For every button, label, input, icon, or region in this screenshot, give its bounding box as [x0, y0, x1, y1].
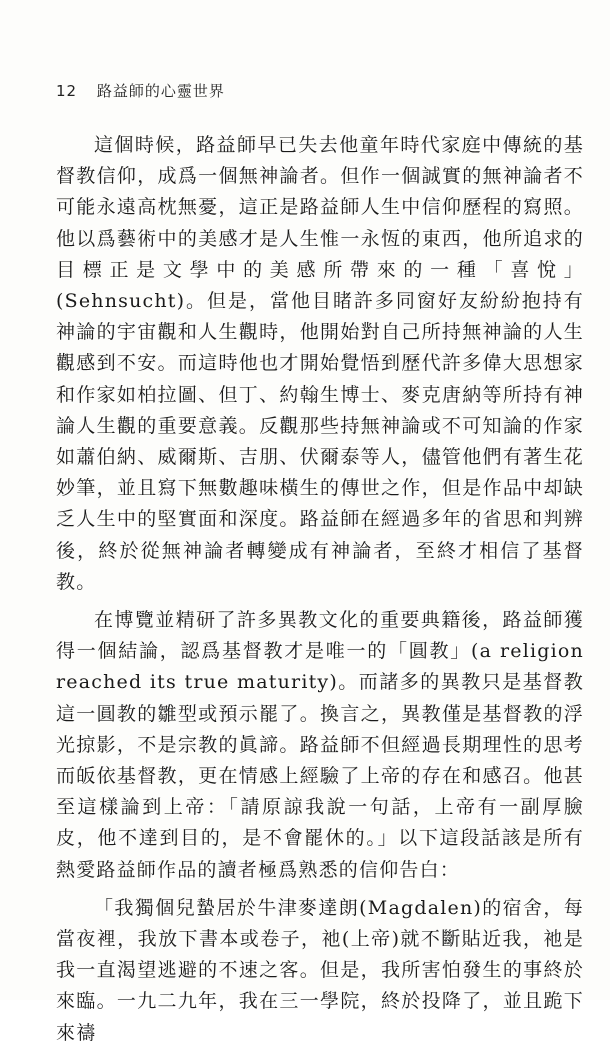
- page-number: 12: [56, 82, 78, 100]
- body-text: [56, 130, 584, 1056]
- paragraph-3-quote: 「我獨個兒蟄居於牛津麥達朗(Magdalen)的宿舍，每當夜裡，我放下書本或卷子，祂(上帝)就不斷貼近我，祂是我一直渴望逃避的不速之客。但是，我所害怕發生的事終於來臨。一九二九年，我在三一學院，終於投降了，並且跪下來禱: [56, 896, 584, 1044]
- running-header: [56, 80, 225, 101]
- running-title: 路益師的心靈世界: [96, 82, 225, 100]
- paragraph-2: 在博覽並精研了許多異教文化的重要典籍後，路益師獲得一個結論，認爲基督教才是唯一的「圓教」(a religion reached its true maturity)。而諸多的異教只是基督教這一圓教的雛型或預示罷了。換言之，異教僅是基督教的浮光掠影，不是宗教的眞諦。路益師不但經過長期理性的思考而皈依基督教，更在情感上經驗了上帝的存在和感召。他甚至這樣論到上帝：「請原諒我說一句話，上帝有一副厚臉皮，他不達到目的，是不會罷休的。」以下這段話該是所有熱愛路益師作品的讀者極爲熟悉的信仰告白：: [56, 609, 584, 881]
- paragraph-1: 這個時候，路益師早已失去他童年時代家庭中傳統的基督教信仰，成爲一個無神論者。但作一個誠實的無神論者不可能永遠高枕無憂，這正是路益師人生中信仰歷程的寫照。他以爲藝術中的美感才是人生惟一永恆的東西，他所追求的目標正是文學中的美感所帶來的一種「喜悅」(Sehnsucht)。但是，當他目睹許多同窗好友紛紛抱持有神論的宇宙觀和人生觀時，他開始對自己所持無神論的人生觀感到不安。而這時他也才開始覺悟到歷代許多偉大思想家和作家如柏拉圖、但丁、約翰生博士、麥克唐納等所持有神論人生觀的重要意義。反觀那些持無神論或不可知論的作家如蕭伯納、威爾斯、吉朋、伏爾泰等人，儘管他們有著生花妙筆，並且寫下無數趣味橫生的傳世之作，但是作品中却缺乏人生中的堅實面和深度。路益師在經過多年的省思和判辨後，終於從無神論者轉變成有神論者，至終才相信了基督教。: [56, 134, 584, 593]
